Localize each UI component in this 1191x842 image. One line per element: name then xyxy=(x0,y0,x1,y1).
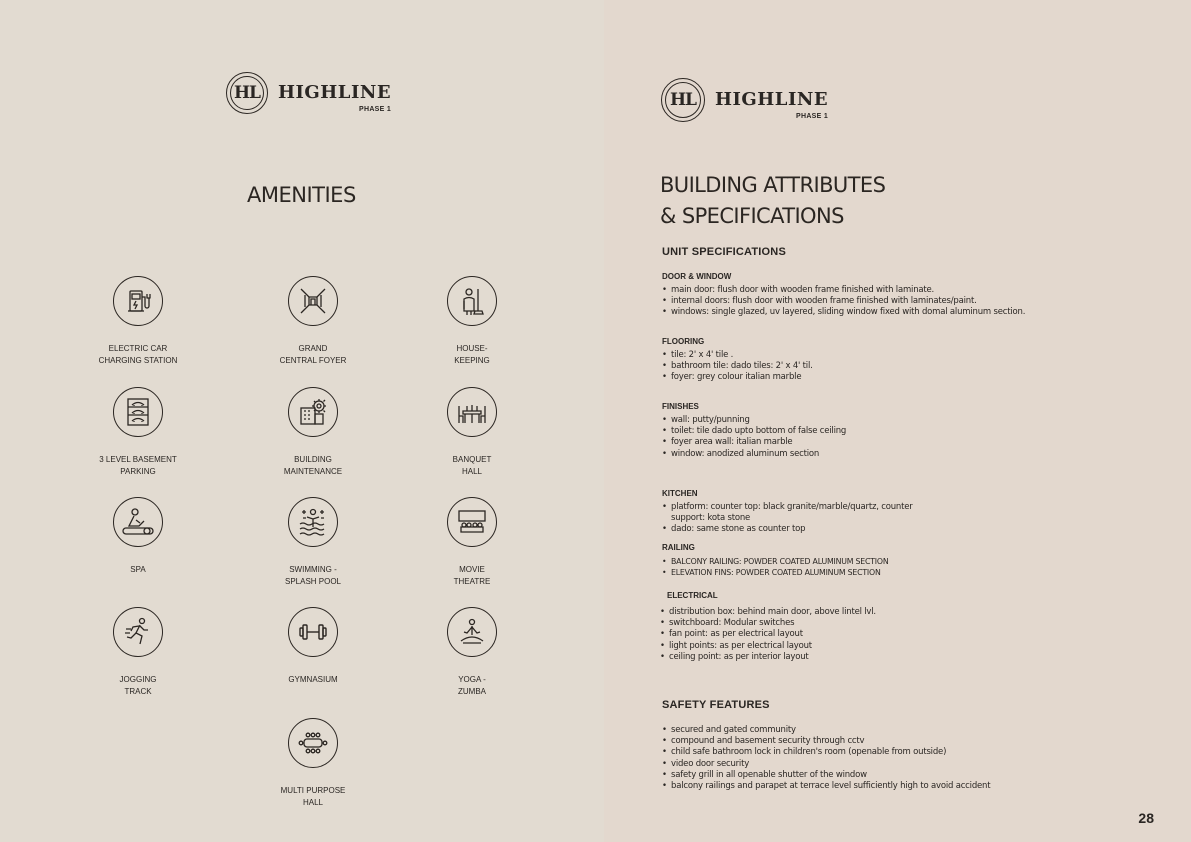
amenity-label: BANQUET HALL xyxy=(452,455,492,476)
amenity-label: 3 LEVEL BASEMENT PARKING xyxy=(99,455,177,476)
door-window-list xyxy=(662,285,1025,319)
amenities-title: AMENITIES xyxy=(247,183,356,207)
amenity-housekeeping xyxy=(412,276,532,367)
brand-logo xyxy=(661,78,828,122)
list-item: • wall: putty/punning xyxy=(662,415,846,426)
flooring-list xyxy=(662,350,813,384)
list-item: • balcony railings and parapet at terrace level sufficiently high to avoid accident xyxy=(662,781,990,792)
amenity-label: HOUSE- KEEPING xyxy=(454,344,490,365)
list-item: • ceiling point: as per interior layout xyxy=(660,652,876,663)
electrical-heading: ELECTRICAL xyxy=(667,591,718,600)
list-item: • foyer area wall: italian marble xyxy=(662,437,846,448)
kitchen-heading: KITCHEN xyxy=(662,489,698,498)
amenity-grand-foyer xyxy=(253,276,373,367)
amenity-label: GRAND CENTRAL FOYER xyxy=(279,344,347,365)
brand-name: HIGHLINE xyxy=(278,82,392,103)
dumbbell-icon xyxy=(288,607,338,657)
brand-logo xyxy=(226,72,391,114)
list-item: • bathroom tile: dado tiles: 2' x 4' til. xyxy=(662,361,813,372)
finishes-list xyxy=(662,415,846,460)
amenity-ev-charging xyxy=(78,276,198,367)
table-icon xyxy=(288,718,338,768)
list-item: • toilet: tile dado upto bottom of false ceiling xyxy=(662,426,846,437)
amenity-basement-parking xyxy=(78,387,198,478)
railing-heading: RAILING xyxy=(662,543,695,552)
amenity-label: GYMNASIUM xyxy=(288,675,338,684)
brand-phase: PHASE 1 xyxy=(796,113,829,120)
monogram-text: HL xyxy=(669,90,696,110)
amenity-label: ELECTRIC CAR CHARGING STATION xyxy=(98,344,178,365)
amenity-label: SWIMMING - SPLASH POOL xyxy=(284,565,342,586)
list-item: • BALCONY RAILING: POWDER COATED ALUMINUM SECTION xyxy=(662,556,888,567)
list-item: • windows: single glazed, uv layered, sliding window fixed with domal aluminum section. xyxy=(662,307,1025,318)
monogram-text: HL xyxy=(233,83,260,103)
brand-phase: PHASE 1 xyxy=(359,106,392,113)
specifications-title: BUILDING ATTRIBUTES & SPECIFICATIONS xyxy=(660,173,886,228)
page-number: 28 xyxy=(1138,810,1154,826)
amenity-swimming-pool xyxy=(253,497,373,588)
amenity-spa xyxy=(78,497,198,576)
amenity-jogging-track xyxy=(78,607,198,698)
ev-charger-icon xyxy=(113,276,163,326)
list-item: • switchboard: Modular switches xyxy=(660,618,876,629)
amenity-label: JOGGING TRACK xyxy=(119,675,157,696)
list-item: • compound and basement security through cctv xyxy=(662,736,990,747)
door-window-heading: DOOR & WINDOW xyxy=(662,272,732,281)
foyer-icon xyxy=(288,276,338,326)
list-item: • light points: as per electrical layout xyxy=(660,641,876,652)
list-item: • internal doors: flush door with wooden frame finished with laminates/paint. xyxy=(662,296,1025,307)
list-item: • window: anodized aluminum section xyxy=(662,449,846,460)
amenity-yoga-zumba xyxy=(412,607,532,698)
amenity-label: YOGA - ZUMBA xyxy=(458,675,486,696)
unit-specifications-heading: UNIT SPECIFICATIONS xyxy=(662,246,786,258)
list-item: • main door: flush door with wooden frame finished with laminate. xyxy=(662,285,1025,296)
parking-icon xyxy=(113,387,163,437)
list-item: • fan point: as per electrical layout xyxy=(660,629,876,640)
list-item: • distribution box: behind main door, above lintel lvl. xyxy=(660,607,876,618)
jogging-icon xyxy=(113,607,163,657)
amenity-label: MOVIE THEATRE xyxy=(453,565,491,586)
electrical-list xyxy=(660,607,876,663)
list-item: • tile: 2' x 4' tile . xyxy=(662,350,813,361)
list-item: • platform: counter top: black granite/marble/quartz, counter support: kota stone xyxy=(662,502,913,524)
amenity-label: BUILDING MAINTENANCE xyxy=(283,455,343,476)
amenity-gymnasium xyxy=(253,607,373,686)
amenity-label: SPA xyxy=(130,565,146,574)
monogram-icon xyxy=(661,78,705,122)
housekeeping-icon xyxy=(447,276,497,326)
safety-features-list xyxy=(662,725,990,792)
pool-icon xyxy=(288,497,338,547)
yoga-icon xyxy=(447,607,497,657)
railing-list xyxy=(662,556,888,578)
list-item: • foyer: grey colour italian marble xyxy=(662,372,813,383)
spa-icon xyxy=(113,497,163,547)
list-item: • dado: same stone as counter top xyxy=(662,524,913,535)
list-item: • video door security xyxy=(662,759,990,770)
monogram-icon xyxy=(226,72,268,114)
theatre-icon xyxy=(447,497,497,547)
banquet-icon xyxy=(447,387,497,437)
list-item: • ELEVATION FINS: POWDER COATED ALUMINUM SECTION xyxy=(662,567,888,578)
safety-features-heading: SAFETY FEATURES xyxy=(662,699,770,711)
list-item: • child safe bathroom lock in children's room (openable from outside) xyxy=(662,747,990,758)
amenity-building-maintenance xyxy=(253,387,373,478)
amenity-banquet-hall xyxy=(412,387,532,478)
maintenance-icon xyxy=(288,387,338,437)
amenity-multi-purpose-hall xyxy=(253,718,373,809)
brand-name: HIGHLINE xyxy=(715,89,829,110)
kitchen-list xyxy=(662,502,913,536)
finishes-heading: FINISHES xyxy=(662,402,699,411)
amenity-movie-theatre xyxy=(412,497,532,588)
list-item: • secured and gated community xyxy=(662,725,990,736)
list-item: • safety grill in all openable shutter of the window xyxy=(662,770,990,781)
flooring-heading: FLOORING xyxy=(662,337,705,346)
amenity-label: MULTI PURPOSE HALL xyxy=(280,786,346,807)
